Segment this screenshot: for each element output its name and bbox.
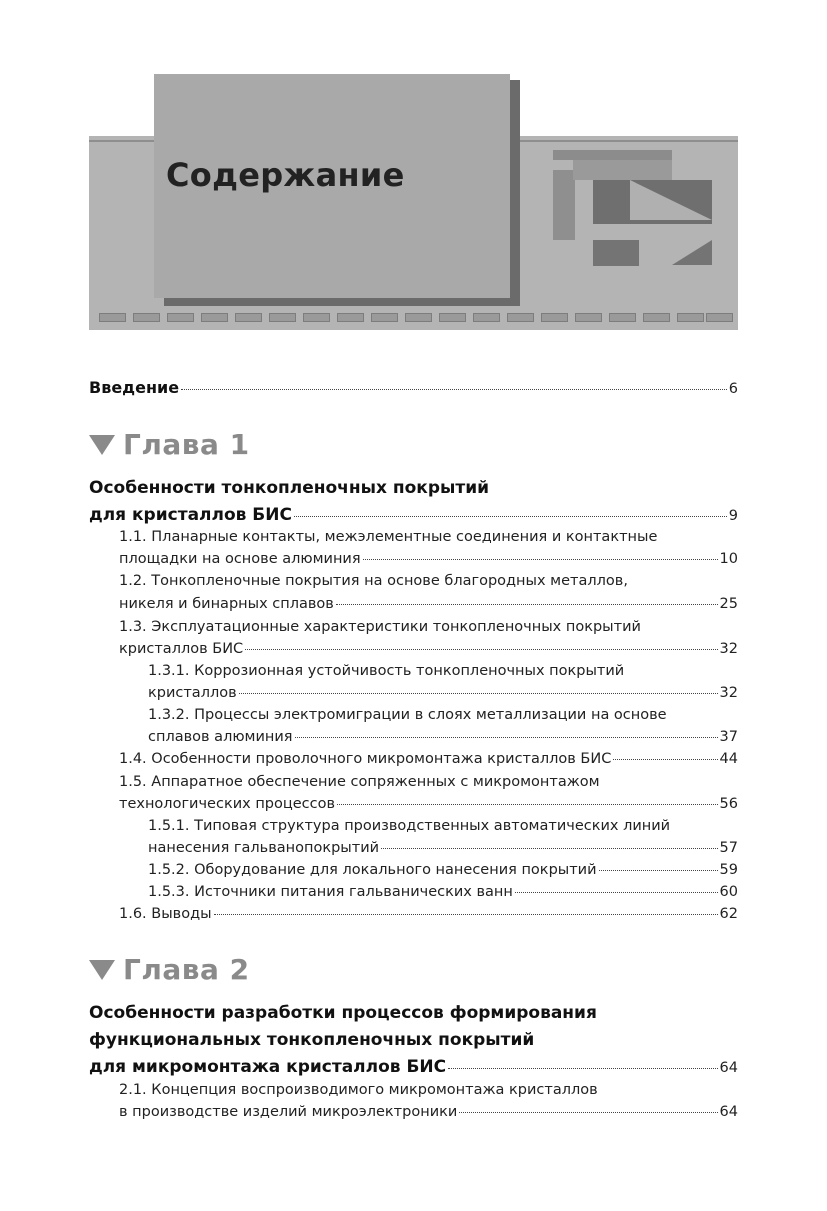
toc-page-number: 9 [728, 508, 738, 524]
toc-page-number: 59 [719, 862, 738, 878]
dot-leader [459, 1112, 717, 1113]
chapter-1-label [89, 428, 250, 461]
strip-segment [439, 313, 466, 322]
toc-intro[interactable] [89, 378, 738, 397]
strip-segment [269, 313, 296, 322]
dot-leader [294, 516, 727, 517]
strip-segment [235, 313, 262, 322]
toc-entry-text: 1.6. Выводы [119, 906, 212, 922]
chapter-2-text: Глава 2 [123, 953, 250, 986]
dot-leader [336, 604, 718, 605]
chapter-2-heading-line1: Особенности разработки процессов формирования [89, 1003, 597, 1023]
dot-leader [245, 649, 717, 650]
dot-leader [295, 737, 718, 738]
toc-entry-text: кристаллов БИС [119, 641, 244, 657]
strip-segment [405, 313, 432, 322]
toc-page-number: 32 [719, 685, 738, 701]
toc-intro-title: Введение [89, 378, 180, 397]
triangle-down-icon [89, 435, 115, 455]
toc-entry-1-6[interactable] [119, 906, 738, 922]
toc-page-number: 44 [719, 751, 738, 767]
toc-entry-1-5-1[interactable] [148, 840, 738, 856]
strip-segment [575, 313, 602, 322]
toc-entry-text: в производстве изделий микроэлектроники [119, 1104, 458, 1120]
dot-leader [181, 389, 727, 390]
dot-leader [214, 914, 718, 915]
toc-entry-1-5[interactable] [119, 796, 738, 812]
chapter-1-heading-line2: для кристаллов БИС [89, 505, 292, 525]
strip-segment [303, 313, 330, 322]
deco-rect-bar [553, 170, 575, 240]
strip-segment [609, 313, 636, 322]
toc-entry-text: нанесения гальванопокрытий [148, 840, 380, 856]
dot-leader [448, 1068, 717, 1069]
toc-page-number: 57 [719, 840, 738, 856]
toc-entry-1-3-1-line1: 1.3.1. Коррозионная устойчивость тонкопленочных покрытий [148, 663, 625, 679]
strip-segment [167, 313, 194, 322]
toc-entry-text: площадки на основе алюминия [119, 551, 361, 567]
strip-segment [337, 313, 364, 322]
strip-segment [677, 313, 704, 322]
toc-page-number: 6 [728, 381, 738, 397]
chapter-1-text: Глава 1 [123, 428, 250, 461]
toc-page-number: 64 [719, 1060, 738, 1076]
toc-entry-1-4[interactable] [119, 751, 738, 767]
deco-rect-mid [573, 160, 672, 180]
toc-entry-1-2-line1: 1.2. Тонкопленочные покрытия на основе благородных металлов, [119, 573, 628, 589]
dot-leader [599, 870, 718, 871]
deco-triangles [630, 180, 715, 270]
toc-entry-text: сплавов алюминия [148, 729, 293, 745]
header-segment-strip [99, 310, 733, 326]
toc-entry-1-3-2-line1: 1.3.2. Процессы электромиграции в слоях металлизации на основе [148, 707, 667, 723]
toc-entry-1-5-line1: 1.5. Аппаратное обеспечение сопряженных с микромонтажом [119, 774, 600, 790]
dot-leader [363, 559, 718, 560]
strip-segment [643, 313, 670, 322]
toc-entry-2-1[interactable] [119, 1104, 738, 1120]
chapter-2-label [89, 953, 250, 986]
toc-entry-1-3[interactable] [119, 641, 738, 657]
dot-leader [337, 804, 718, 805]
strip-segment [371, 313, 398, 322]
chapter-2-heading-line2: функциональных тонкопленочных покрытий [89, 1030, 535, 1050]
toc-entry-1-5-3[interactable] [148, 884, 738, 900]
strip-segment [473, 313, 500, 322]
toc-entry-text: 1.4. Особенности проволочного микромонтажа кристаллов БИС [119, 751, 612, 767]
strip-segment [507, 313, 534, 322]
toc-page-number: 56 [719, 796, 738, 812]
dot-leader [381, 848, 717, 849]
strip-segment [706, 313, 733, 322]
strip-segment [99, 313, 126, 322]
toc-page-number: 60 [719, 884, 738, 900]
toc-entry-1-5-2[interactable] [148, 862, 738, 878]
page-title: Содержание [166, 156, 405, 194]
toc-entry-text: технологических процессов [119, 796, 336, 812]
strip-segment [541, 313, 568, 322]
deco-triangle-upper [630, 180, 712, 220]
toc-entry-1-3-1[interactable] [148, 685, 738, 701]
toc-entry-text: 1.5.3. Источники питания гальванических ванн [148, 884, 513, 900]
toc-entry-text: кристаллов [148, 685, 237, 701]
toc-entry-2-1-line1: 2.1. Концепция воспроизводимого микромонтажа кристаллов [119, 1082, 598, 1098]
toc-page-number: 10 [719, 551, 738, 567]
toc-page-number: 62 [719, 906, 738, 922]
chapter-2-heading-line3: для микромонтажа кристаллов БИС [89, 1057, 447, 1077]
chapter-2-heading[interactable] [89, 1057, 738, 1077]
dot-leader [515, 892, 718, 893]
toc-entry-1-2[interactable] [119, 596, 738, 612]
deco-rect-light [553, 150, 672, 160]
toc-page-number: 32 [719, 641, 738, 657]
dot-leader [613, 759, 717, 760]
toc-page-number: 64 [719, 1104, 738, 1120]
toc-entry-1-5-1-line1: 1.5.1. Типовая структура производственных автоматических линий [148, 818, 671, 834]
toc-entry-1-1[interactable] [119, 551, 738, 567]
toc-entry-text: никеля и бинарных сплавов [119, 596, 334, 612]
toc-page-number: 37 [719, 729, 738, 745]
dot-leader [239, 693, 718, 694]
toc-entry-text: 1.5.2. Оборудование для локального нанесения покрытий [148, 862, 597, 878]
strip-segment [133, 313, 160, 322]
toc-entry-1-3-line1: 1.3. Эксплуатационные характеристики тонкопленочных покрытий [119, 619, 641, 635]
triangle-down-icon [89, 960, 115, 980]
toc-page-number: 25 [719, 596, 738, 612]
toc-entry-1-3-2[interactable] [148, 729, 738, 745]
chapter-1-heading-line1: Особенности тонкопленочных покрытий [89, 478, 490, 498]
deco-triangle-lower [672, 240, 712, 265]
chapter-1-heading[interactable] [89, 505, 738, 525]
toc-entry-1-1-line1: 1.1. Планарные контакты, межэлементные соединения и контактные [119, 529, 658, 545]
strip-segment [201, 313, 228, 322]
